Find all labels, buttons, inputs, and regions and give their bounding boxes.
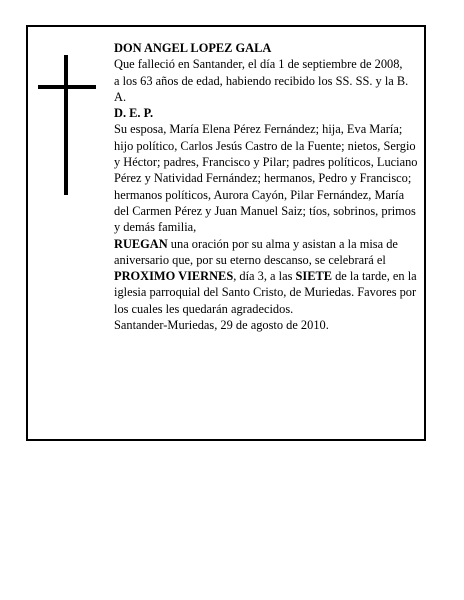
cross-vertical-bar — [64, 55, 68, 195]
family-paragraph: Su esposa, María Elena Pérez Fernández; hija, Eva María; hijo político, Carlos Jesús Castro de la Fuente; nietos, Sergio y Héctor; padres, Francisco y Pilar; padres políticos, Luciano Pérez y Natividad Fernández; hermanos, Pedro y Francisco; hermanos políticos, Aurora Cayón, Pilar Fernández, María del Carmen Pérez y Juan Manuel Saiz; tíos, sobrinos, primos y demás familia, — [114, 122, 418, 235]
request-text-2: , día 3, a las — [233, 269, 296, 284]
request-text-3: de la tarde, en la iglesia parroquial del Santo Cristo, de Muriedas. Favores por los cuales les quedarán agradecidos. — [114, 269, 417, 316]
death-line-1: Que falleció en Santander, el día 1 de septiembre de 2008, — [114, 57, 403, 72]
siete-label: SIETE — [295, 269, 333, 284]
request-paragraph — [114, 236, 420, 317]
death-line-2: a los 63 años de edad, habiendo recibido los SS. SS. y la B. A. — [114, 73, 409, 104]
place-date: Santander-Muriedas, 29 de agosto de 2010. — [114, 318, 329, 333]
request-text-1: una oración por su alma y asistan a la misa de aniversario que, por su eterno descanso, se celebrará el — [114, 236, 398, 267]
dep-label: D. E. P. — [114, 106, 154, 121]
cross-horizontal-bar — [38, 85, 96, 89]
deceased-name: DON ANGEL LOPEZ GALA — [114, 41, 272, 55]
ruegan-label: RUEGAN — [114, 236, 168, 251]
notice-text — [114, 40, 420, 333]
proximo-viernes-label: PROXIMO VIERNES — [114, 269, 234, 284]
